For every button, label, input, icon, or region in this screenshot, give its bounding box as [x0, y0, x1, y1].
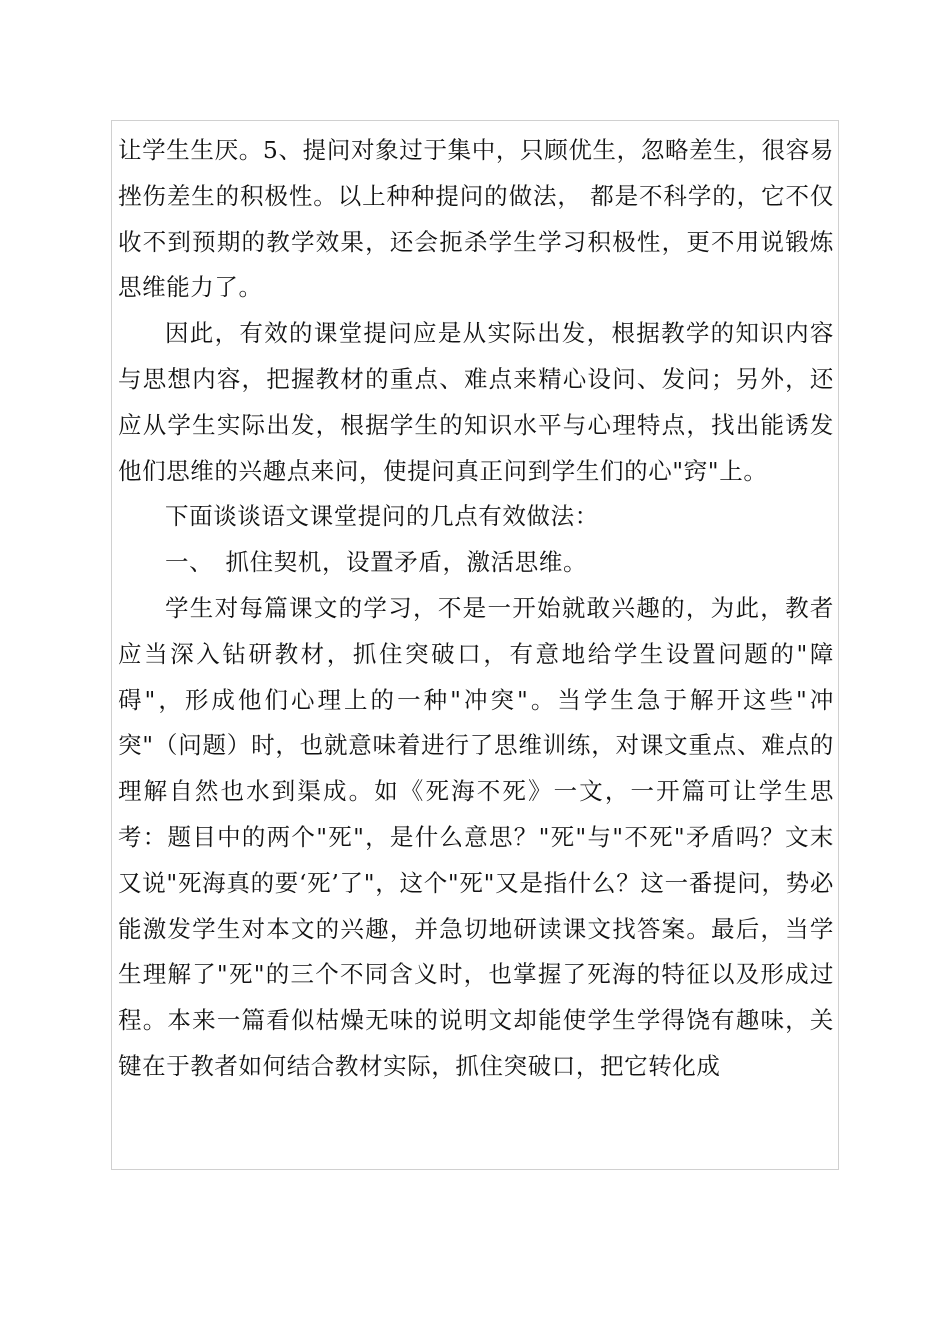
- document-body: [118, 128, 834, 1090]
- paragraph-3: 下面谈谈语文课堂提问的几点有效做法：: [165, 502, 599, 531]
- paragraph-2: 因此，有效的课堂提问应是从实际出发，根据教学的知识内容与思想内容，把握教材的重点、难点来精心设问、发问；另外，还应从学生实际出发，根据学生的知识水平与心理特点，找出能诱发他们思维的兴趣点来问，使提问真正问到学生们的心"窍"上。: [118, 319, 834, 485]
- paragraph-4: 学生对每篇课文的学习，不是一开始就敢兴趣的，为此，教者应当深入钻研教材，抓住突破口，有意地给学生设置问题的"障碍"，形成他们心理上的一种"冲突"。当学生急于解开这些"冲突"（问题）时，也就意味着进行了思维训练，对课文重点、难点的理解自然也水到渠成。如《死海不死》一文，一开篇可让学生思考：题目中的两个"死"，是什么意思？"死"与"不死"矛盾吗？文末又说"死海真的要‘死’了"，这个"死"又是指什么？这一番提问，势必能激发学生对本文的兴趣，并急切地研读课文找答案。最后，当学生理解了"死"的三个不同含义时，也掌握了死海的特征以及形成过程。本来一篇看似枯燥无味的说明文却能使学生学得饶有趣味，关键在于教者如何结合教材实际，抓住突破口，把它转化成: [118, 593, 834, 1080]
- section-heading-1: 一、 抓住契机，设置矛盾，激活思维。: [165, 548, 588, 577]
- paragraph-1: 让学生生厌。5、提问对象过于集中，只顾优生，忽略差生，很容易挫伤差生的积极性。以上种种提问的做法， 都是不科学的，它不仅收不到预期的教学效果，还会扼杀学生学习积极性，更不用说锻炼思维能力了。: [118, 136, 835, 302]
